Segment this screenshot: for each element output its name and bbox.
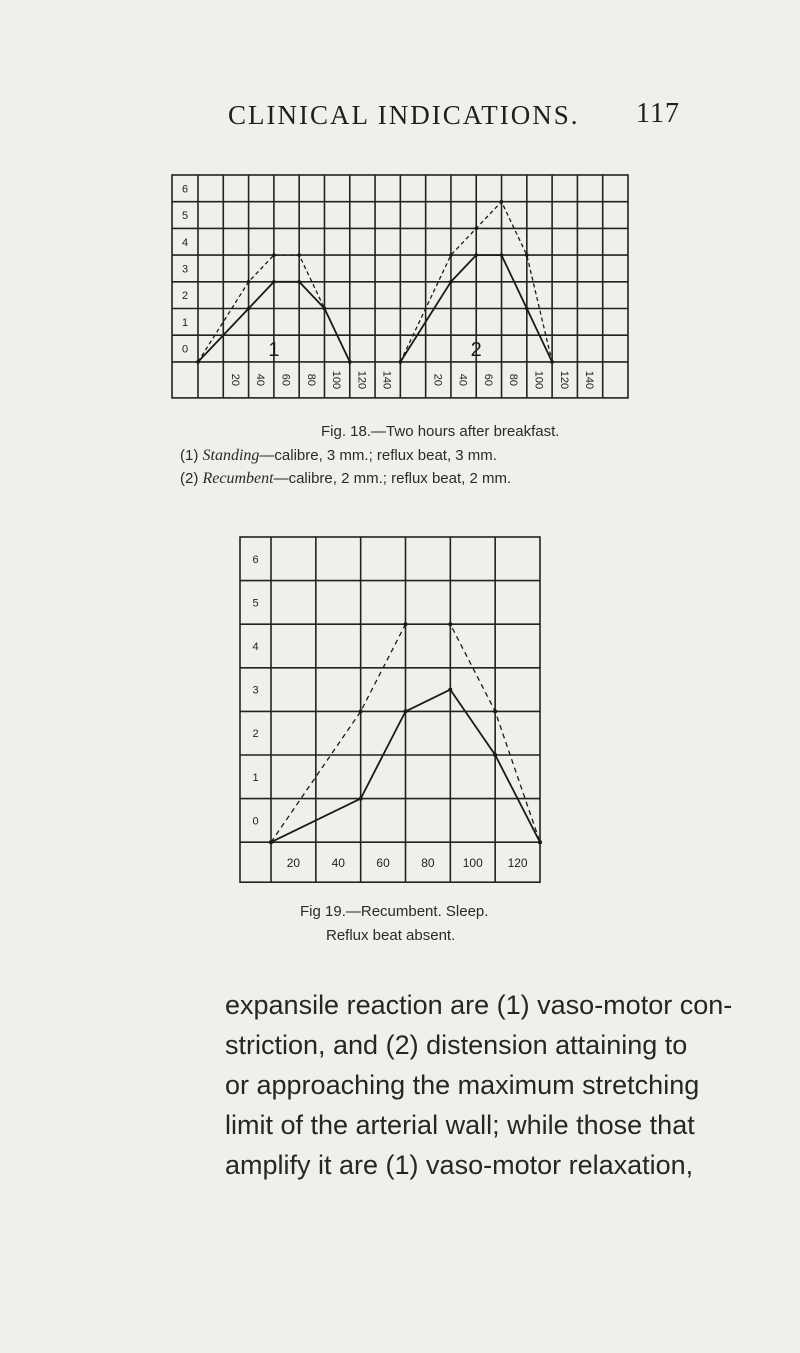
fig18-data-point bbox=[272, 280, 276, 284]
body-line: limit of the arterial wall; while those that bbox=[225, 1110, 695, 1140]
fig18-x-tick: 120 bbox=[355, 370, 368, 390]
fig19-y-tick: 4 bbox=[252, 641, 259, 653]
fig18-data-point bbox=[297, 253, 301, 257]
fig19-data-point bbox=[493, 709, 497, 713]
fig18-y-tick: 0 bbox=[181, 343, 189, 356]
fig18-x-tick: 140 bbox=[380, 370, 393, 390]
fig19-data-point bbox=[404, 622, 408, 626]
fig18-data-point bbox=[449, 280, 453, 284]
standing-label: Standing bbox=[202, 447, 260, 464]
page-header bbox=[0, 0, 800, 140]
fig18-data-point bbox=[525, 253, 529, 257]
figure-18-caption-title: Fig. 18.—Two hours after breakfast. bbox=[321, 423, 560, 440]
fig19-x-tick: 120 bbox=[507, 856, 528, 871]
figure-18-chart bbox=[172, 175, 628, 398]
fig18-x-tick: 20 bbox=[228, 373, 241, 387]
body-text bbox=[225, 985, 733, 1185]
fig18-x-tick: 100 bbox=[532, 370, 545, 390]
fig19-data-point bbox=[448, 622, 452, 626]
fig18-data-point bbox=[247, 307, 251, 311]
fig18-x-tick: 80 bbox=[507, 373, 520, 387]
fig19-y-tick: 2 bbox=[252, 728, 259, 741]
fig18-data-point bbox=[297, 280, 301, 284]
fig18-data-point bbox=[247, 280, 251, 284]
figure-18-caption-line2: (2) Recumbent—calibre, 2 mm.; reflux beat, 2 mm. bbox=[180, 470, 512, 487]
figure-19-caption-title: Fig 19.—Recumbent. Sleep. bbox=[300, 903, 489, 920]
fig18-data-point bbox=[550, 360, 554, 364]
fig19-y-tick: 5 bbox=[252, 597, 259, 610]
fig18-x-tick: 120 bbox=[557, 370, 570, 390]
fig18-x-tick: 40 bbox=[254, 373, 267, 387]
fig18-panel-label: 1 bbox=[268, 338, 280, 361]
fig18-x-tick: 40 bbox=[456, 373, 469, 387]
fig18-data-point bbox=[196, 360, 200, 364]
fig19-y-tick: 6 bbox=[252, 553, 259, 566]
body-line: or approaching the maximum stretching bbox=[225, 1070, 700, 1100]
fig18-y-tick: 4 bbox=[181, 236, 189, 249]
fig19-data-point bbox=[493, 753, 497, 757]
fig18-data-point bbox=[449, 253, 453, 257]
figure-19-chart bbox=[240, 537, 540, 887]
fig18-data-point bbox=[474, 253, 478, 257]
fig19-x-tick: 20 bbox=[286, 856, 301, 871]
fig19-data-point bbox=[359, 709, 363, 713]
figure-19-caption-line2: Reflux beat absent. bbox=[326, 927, 456, 944]
running-head: CLINICAL INDICATIONS. bbox=[228, 100, 580, 130]
fig18-data-point bbox=[474, 227, 478, 231]
fig18-data-point bbox=[348, 360, 352, 364]
fig19-y-tick: 3 bbox=[252, 684, 259, 697]
fig18-x-tick: 80 bbox=[304, 373, 317, 387]
fig18-data-point bbox=[500, 253, 504, 257]
figure-18-caption-line1: (1) Standing—calibre, 3 mm.; reflux beat, 3 mm. bbox=[180, 447, 497, 464]
fig19-x-tick: 60 bbox=[376, 856, 390, 871]
body-line: amplify it are (1) vaso-motor relaxation, bbox=[225, 1150, 694, 1180]
fig18-y-tick: 1 bbox=[181, 316, 189, 329]
body-line: expansile reaction are (1) vaso-motor con- bbox=[225, 990, 733, 1020]
fig18-x-tick: 60 bbox=[481, 373, 494, 387]
fig18-data-point bbox=[525, 307, 529, 311]
fig19-data-point bbox=[359, 797, 363, 801]
fig19-y-tick: 0 bbox=[252, 815, 259, 828]
fig19-x-tick: 40 bbox=[331, 856, 345, 871]
recumbent-label: Recumbent bbox=[202, 470, 274, 487]
fig18-grid bbox=[172, 175, 628, 398]
fig18-data-point bbox=[399, 360, 403, 364]
fig18-y-tick: 2 bbox=[181, 290, 189, 303]
fig18-x-tick: 20 bbox=[431, 373, 444, 387]
page-number: 117 bbox=[636, 98, 680, 129]
fig19-data-point bbox=[538, 840, 542, 844]
fig19-data-point bbox=[448, 688, 452, 692]
fig19-y-tick: 1 bbox=[252, 771, 259, 784]
body-line: striction, and (2) distension attaining to bbox=[225, 1030, 688, 1060]
fig19-x-tick: 80 bbox=[421, 856, 435, 871]
fig18-y-tick: 5 bbox=[181, 210, 189, 223]
fig18-panel-label: 2 bbox=[470, 338, 482, 361]
fig18-data-point bbox=[272, 253, 276, 257]
fig19-data-point bbox=[404, 709, 408, 713]
fig18-x-tick: 60 bbox=[279, 373, 292, 387]
fig18-data-point bbox=[500, 200, 504, 204]
fig18-x-tick: 140 bbox=[583, 370, 596, 390]
fig18-y-tick: 3 bbox=[181, 263, 189, 276]
fig19-data-point bbox=[269, 840, 273, 844]
fig18-data-point bbox=[323, 307, 327, 311]
fig19-x-tick: 100 bbox=[462, 856, 483, 871]
fig18-y-tick: 6 bbox=[181, 183, 189, 196]
fig18-x-tick: 100 bbox=[330, 370, 343, 390]
